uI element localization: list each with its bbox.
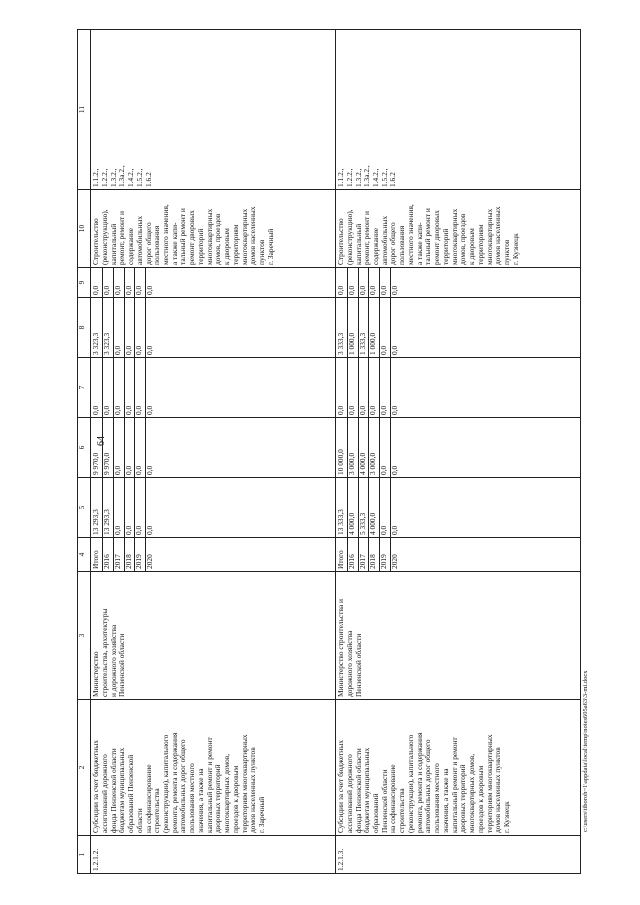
amount-value: 0,0 [114, 418, 125, 477]
row-executor: Министерство строительства, архитектуры и дорожного хозяйства Пензенской области [91, 572, 336, 700]
amount-value: 4 000,0 [359, 418, 370, 477]
amount-value: 10 000,0 [337, 418, 348, 477]
row-description: Субсидии за счет бюджетных ассигнований дорожного фонда Пензенской области бюджетам муниципальных образований Пензенской области на софинансирование строительства (реконструкции), капитального ремонта, ремонта и содержания автомобильных дорог общего пользования местного значения, а также на капитальный ремонт и ремонт дворовых территорий многоквартирных домов, проездов к дворовым территориям многоквартирных домов населенных пунктов г. Заречный [91, 700, 336, 836]
amount-value: 4 000,0 [348, 478, 359, 537]
amount-value: 0,0 [125, 478, 136, 537]
year-label: 2019 [135, 538, 146, 571]
amount-value: 3 323,3 [92, 298, 103, 357]
row-indicators: 1.1.2., 1.2.2., 1.3.2., 1.3а.2., 1.4.2., 1.5.2., 1.6.2 [336, 30, 581, 190]
column-number: 4 [78, 538, 91, 572]
amount-value: 0,0 [125, 268, 136, 297]
amount-value: 0,0 [145, 465, 155, 475]
year-label: Итого [92, 538, 103, 571]
amount-value: 13 293,3 [103, 478, 114, 537]
amount-value: 0,0 [103, 268, 114, 297]
column-number: 9 [78, 268, 91, 298]
row-col7-cell [91, 358, 336, 418]
amount-value: 0,0 [135, 478, 146, 537]
amount-value: 4 000,0 [369, 478, 380, 537]
year-label: 2018 [125, 538, 136, 571]
row-indicators: 1.1.2., 1.2.2., 1.3.2., 1.3а.2., 1.4.2., 1.5.2., 1.6.2 [91, 30, 336, 190]
amount-value: 0,0 [348, 358, 359, 417]
amount-value: 0,0 [390, 405, 400, 415]
year-label: 2017 [359, 538, 370, 571]
year-label: 2017 [114, 538, 125, 571]
amount-value: 0,0 [125, 418, 136, 477]
column-number: 3 [78, 572, 91, 700]
column-number: 5 [78, 478, 91, 538]
amount-value: 0,0 [390, 345, 400, 355]
amount-value: 0,0 [145, 405, 155, 415]
row-code: 1.2.1.3. [336, 836, 581, 874]
amount-value: 9 970,0 [103, 418, 114, 477]
row-col8-cell [91, 298, 336, 358]
amount-value: 0,0 [92, 358, 103, 417]
amount-value: 0,0 [380, 418, 391, 477]
amount-value: 0,0 [390, 465, 400, 475]
amount-value: 0,0 [125, 298, 136, 357]
amount-value: 13 333,3 [337, 478, 348, 537]
row-col8-cell [336, 298, 581, 358]
amount-value: 0,0 [145, 285, 155, 295]
amount-value: 3 323,3 [103, 298, 114, 357]
amount-value: 3 000,0 [369, 418, 380, 477]
amount-value: 0,0 [380, 298, 391, 357]
row-executor: Министерство строительства и дорожного хозяйства Пензенской области [336, 572, 581, 700]
amount-value: 0,0 [135, 358, 146, 417]
year-label: 2020 [145, 554, 155, 569]
amount-value: 0,0 [337, 358, 348, 417]
column-number: 8 [78, 298, 91, 358]
amount-value: 0,0 [114, 478, 125, 537]
row-description: Субсидии за счет бюджетных ассигнований дорожного фонда Пензенской области бюджетам муниципальных образований Пензенской области на софинансирование строительства (реконструкции), капитального ремонта, ремонта и содержания автомобильных дорог общего пользования местного значения, а также на капитальный ремонт и ремонт дворовых территорий многоквартирных домов, проездов к дворовым территориям многоквартирных домов населенных пунктов г. Кузнецк [336, 700, 581, 836]
amount-value: 0,0 [380, 478, 391, 537]
row-result: Строительство (реконструкцию), капитальный ремонт, ремонт и содержание автомобильных дорог общего пользования местного значения, а также капи- тальный ремонт и ремонт дворовых территорий многоквартирных домов, проездов к дворовым территориям многоквартирных домов населенных пунктов г. Заречный [91, 190, 336, 268]
page-number: 64 [96, 436, 107, 446]
amount-value: 3 333,3 [337, 298, 348, 357]
amount-value: 0,0 [114, 358, 125, 417]
row-years-cell [91, 538, 336, 572]
column-number: 10 [78, 190, 91, 268]
amount-value: 1 000,0 [369, 298, 380, 357]
row-code: 1.2.1.2. [91, 836, 336, 874]
row-col6-cell [91, 418, 336, 478]
amount-value: 1 000,0 [348, 298, 359, 357]
year-label: 2018 [369, 538, 380, 571]
year-label: 2019 [380, 538, 391, 571]
table-row [336, 30, 581, 874]
amount-value: 0,0 [359, 268, 370, 297]
amount-value: 0,0 [390, 285, 400, 295]
table-body [91, 30, 581, 874]
amount-value: 0,0 [337, 268, 348, 297]
column-number: 7 [78, 358, 91, 418]
amount-value: 0,0 [369, 358, 380, 417]
year-label: 2020 [390, 554, 400, 569]
amount-value: 0,0 [114, 298, 125, 357]
year-label: 2016 [103, 538, 114, 571]
amount-value: 0,0 [348, 268, 359, 297]
column-number: 1 [78, 836, 91, 874]
amount-value: 0,0 [114, 268, 125, 297]
amount-value: 0,0 [135, 268, 146, 297]
amount-value: 0,0 [92, 268, 103, 297]
column-number-row [78, 30, 91, 874]
amount-value: 0,0 [103, 358, 114, 417]
footer-file-path: c:\users\tiboroh~1\appdata\local\temp\notes605a63\3-mi.docx [582, 670, 589, 832]
amount-value: 0,0 [145, 525, 155, 535]
amount-value: 3 000,0 [348, 418, 359, 477]
row-years-cell [336, 538, 581, 572]
row-col5-cell [91, 478, 336, 538]
amount-value: 0,0 [380, 268, 391, 297]
row-col9-cell [336, 268, 581, 298]
column-number: 11 [78, 30, 91, 190]
row-col9-cell [91, 268, 336, 298]
year-label: Итого [337, 538, 348, 571]
amount-value: 0,0 [359, 358, 370, 417]
amount-value: 0,0 [125, 358, 136, 417]
column-number: 2 [78, 700, 91, 836]
amount-value: 9 970,0 [92, 418, 103, 477]
row-result: Строительство (реконструкцию), капитальный ремонт, ремонт и содержание автомобильных дорог общего пользования местного значения, а также капи- тальный ремонт и ремонт дворовых территорий многоквартирных домов, проездов к дворовым территориям многоквартирных домов населенных пунктов г. Кузнецк [336, 190, 581, 268]
amount-value: 0,0 [369, 268, 380, 297]
table-row [91, 30, 336, 874]
row-col5-cell [336, 478, 581, 538]
amount-value: 0,0 [135, 298, 146, 357]
year-label: 2016 [348, 538, 359, 571]
row-col6-cell [336, 418, 581, 478]
amount-value: 0,0 [135, 418, 146, 477]
amount-value: 5 333,3 [359, 478, 370, 537]
amount-value: 0,0 [390, 525, 400, 535]
program-activities-table [77, 29, 581, 874]
amount-value: 0,0 [145, 345, 155, 355]
amount-value: 13 293,3 [92, 478, 103, 537]
rotated-table-container [77, 30, 581, 874]
row-col7-cell [336, 358, 581, 418]
amount-value: 1 333,3 [359, 298, 370, 357]
column-number: 6 [78, 418, 91, 478]
amount-value: 0,0 [380, 358, 391, 417]
